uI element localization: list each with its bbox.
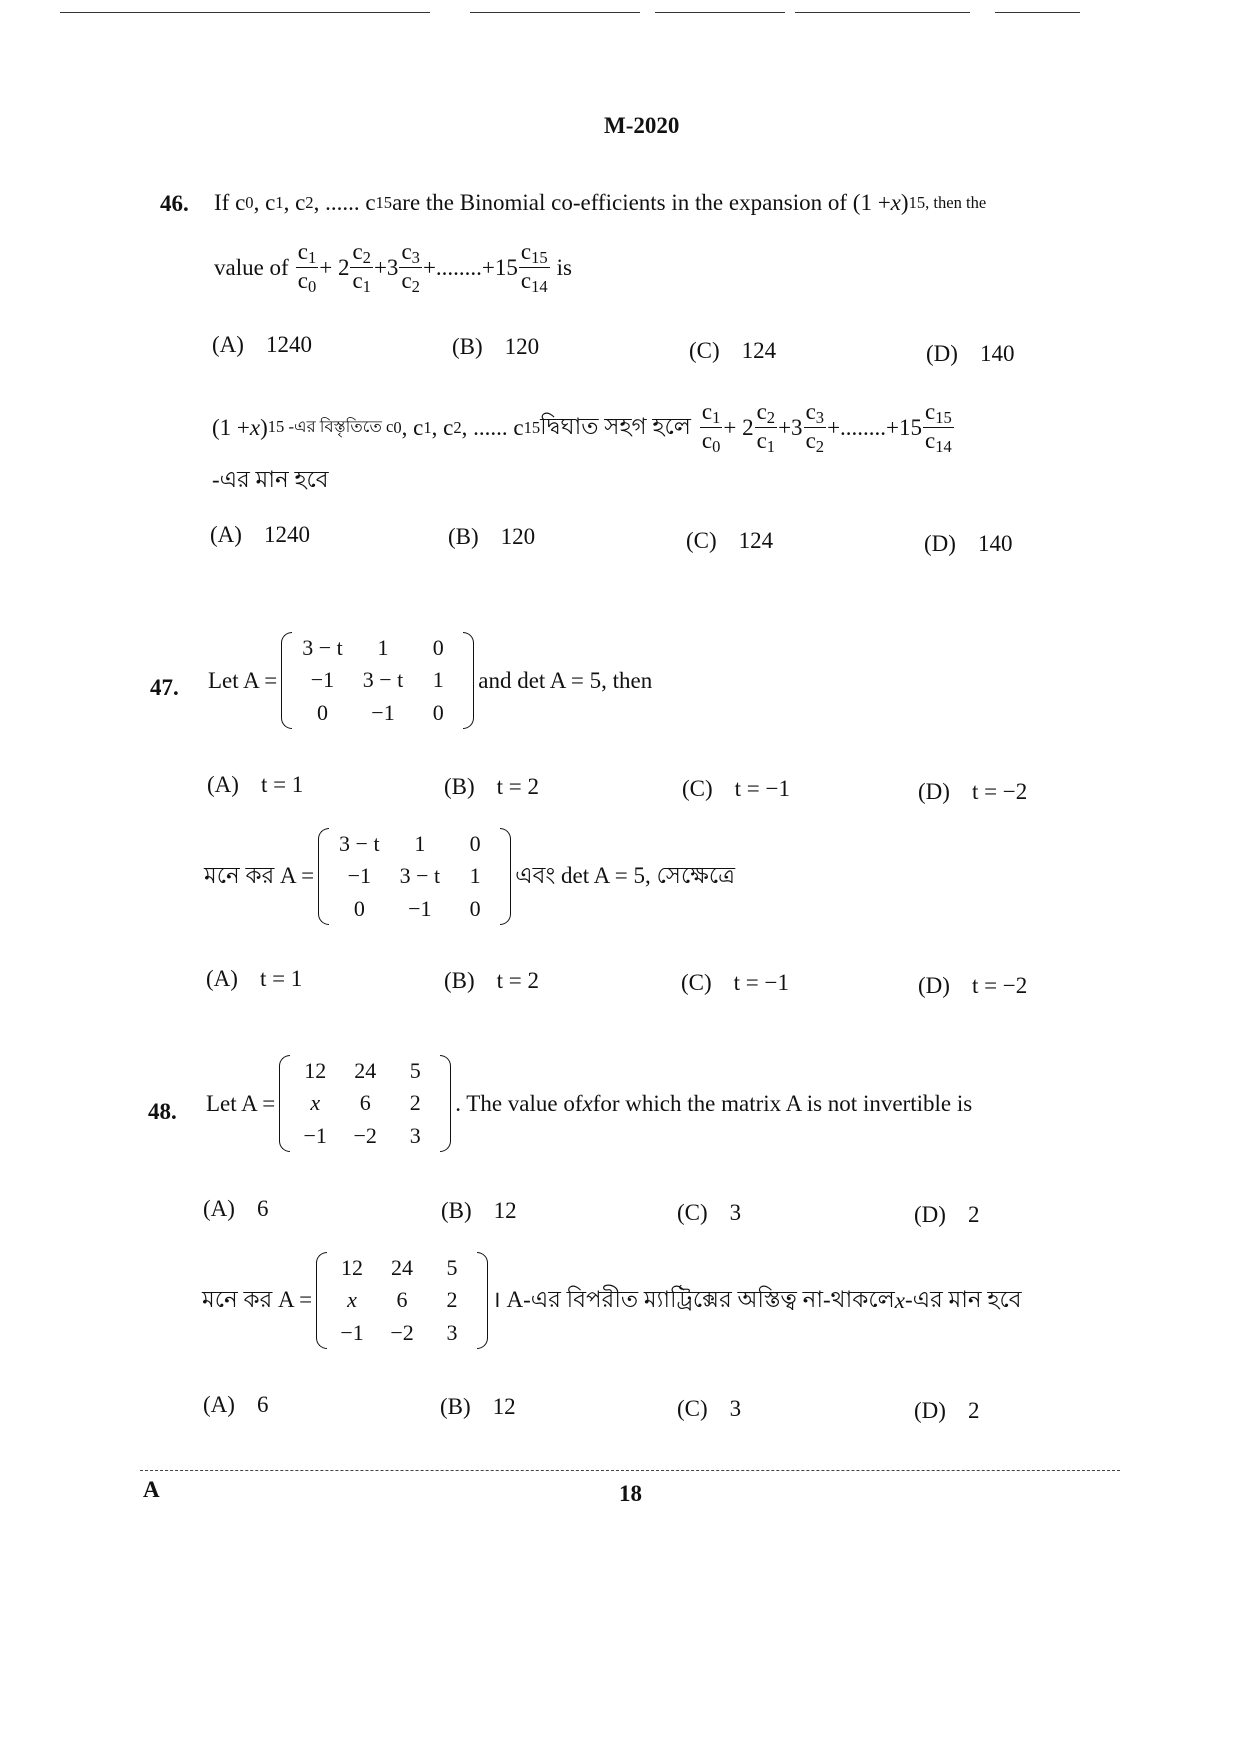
q46-bn-line2: -এর মান হবে (212, 467, 329, 492)
q47-bn-option-c[interactable]: (C) t = −1 (681, 970, 790, 995)
q48-matrix: 12 24 5 x 6 2 −1 −2 3 (279, 1055, 451, 1152)
fraction: $\frac{c_{15}}{c_{14}}$ (925, 399, 952, 456)
q48-en-option-b[interactable]: (B) 12 (441, 1198, 517, 1223)
q47-bn-option-d[interactable]: (D) t = −2 (918, 973, 1028, 998)
header-rule-4 (795, 12, 970, 13)
q47-bn-matrix: 3 − t 1 0 −1 3 − t 1 0 −1 0 (318, 828, 511, 925)
q46-bn-option-a[interactable]: (A) 1240 (210, 522, 310, 547)
fraction: $\frac{c_2}{c_1}$ (352, 239, 371, 296)
q48-bn-option-d[interactable]: (D) 2 (914, 1398, 980, 1423)
q46-bn-option-b[interactable]: (B) 120 (448, 524, 536, 549)
q48-en-option-c[interactable]: (C) 3 (677, 1200, 742, 1225)
q46-en-option-c[interactable]: (C) 124 (689, 338, 777, 363)
fraction: $\frac{c_3}{c_2}$ (401, 239, 420, 296)
q48-bn-option-b[interactable]: (B) 12 (440, 1394, 516, 1419)
q47-bn-option-a[interactable]: (A) t = 1 (206, 966, 303, 991)
q46-en-line1: If c 0 , c 1 , c 2 , ...... c 15 are the Binomial co-efficients in the expansion of (1 + x ) 15, then the (214, 190, 987, 215)
page-code: M-2020 (604, 113, 680, 138)
q46-bn-option-c[interactable]: (C) 124 (686, 528, 774, 553)
header-rule-2 (470, 12, 640, 13)
fraction: $\frac{c_{15}}{c_{14}}$ (520, 239, 548, 296)
footer-rule (140, 1470, 1120, 1471)
q46-en-line2: value of $\frac{c_1}{c_0}$ + 2 $\frac{c_2}{c_1}$ +3 $\frac{c_3}{c_2}$ +........+15 $\frac{c_{15}}{c_{14}}$ is (214, 239, 572, 296)
q46-bn-line1: (1 + x ) 15 -এর বিস্তৃতিতে c 0 , c 1 , c 2 , ...... c 15 দ্বিঘাত সহগ হলে $\frac{c_1}{c_0}$ + 2 $\frac{c_2}{c_1}$ +3 $\frac{c_3}{c_2}$ +........+15 $\frac{c_{15}}{c_{14}}$ (212, 399, 952, 456)
q47-en-option-b[interactable]: (B) t = 2 (444, 774, 540, 799)
fraction: $\frac{c_1}{c_0}$ (701, 399, 721, 456)
footer-set: A (143, 1477, 160, 1502)
header-rule-1 (60, 12, 430, 13)
q47-matrix: 3 − t 1 0 −1 3 − t 1 0 −1 0 (281, 632, 474, 729)
q47-en-option-d[interactable]: (D) t = −2 (918, 779, 1028, 804)
q46-bn-option-d[interactable]: (D) 140 (924, 531, 1013, 556)
q48-en-option-a[interactable]: (A) 6 (203, 1196, 269, 1221)
q46-number: 46. (160, 191, 189, 216)
q48-en-option-d[interactable]: (D) 2 (914, 1202, 980, 1227)
page-number: 18 (619, 1481, 642, 1506)
q47-en-option-c[interactable]: (C) t = −1 (682, 776, 791, 801)
header-rule-5 (995, 12, 1080, 13)
q47-en-option-a[interactable]: (A) t = 1 (207, 772, 304, 797)
q48-bn-matrix: 12 24 5 x 6 2 −1 −2 3 (316, 1252, 488, 1349)
q46-en-option-d[interactable]: (D) 140 (926, 341, 1015, 366)
fraction: $\frac{c_2}{c_1}$ (756, 399, 776, 456)
q48-bn-option-c[interactable]: (C) 3 (677, 1396, 742, 1421)
q48-en-statement: Let A = 12 24 5 x 6 2 −1 −2 3 . The value of x for which the matrix A is not invertible is (206, 1055, 972, 1152)
q46-en-option-b[interactable]: (B) 120 (452, 334, 540, 359)
q48-bn-option-a[interactable]: (A) 6 (203, 1392, 269, 1417)
q48-bn-statement: মনে কর A = 12 24 5 x 6 2 −1 −2 3 । A-এর বিপরীত ম্যাট্রিক্সের অস্তিত্ব না-থাকলে x -এর মান হবে (202, 1252, 1022, 1349)
q47-number: 47. (150, 675, 179, 700)
fraction: $\frac{c_1}{c_0}$ (297, 239, 317, 296)
q47-bn-statement: মনে কর A = 3 − t 1 0 −1 3 − t 1 0 −1 0 এবং det A = 5, সেক্ষেত্রে (204, 828, 735, 925)
q47-en-statement: Let A = 3 − t 1 0 −1 3 − t 1 0 −1 0 and det A = 5, then (208, 632, 652, 729)
q48-number: 48. (148, 1099, 177, 1124)
q46-en-option-a[interactable]: (A) 1240 (212, 332, 312, 357)
fraction: $\frac{c_3}{c_2}$ (805, 399, 825, 456)
header-rule-3 (655, 12, 785, 13)
q47-bn-option-b[interactable]: (B) t = 2 (444, 968, 540, 993)
